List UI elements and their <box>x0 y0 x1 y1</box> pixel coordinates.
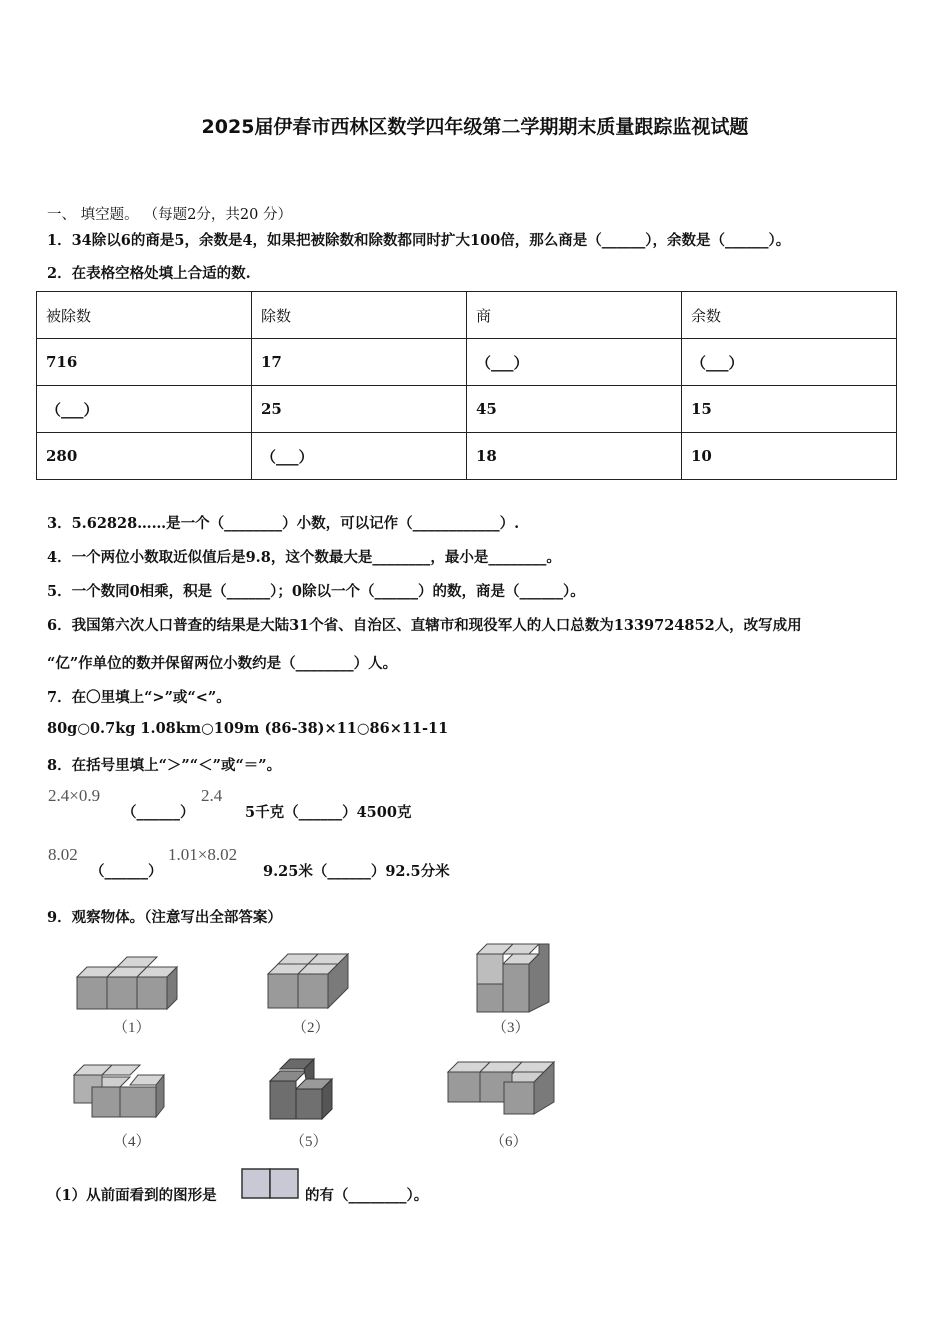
table-cell: 45 <box>467 386 682 433</box>
table-cell: 18 <box>467 433 682 480</box>
table-cell: 10 <box>682 433 897 480</box>
section-note: （每题2分，共20 分） <box>143 207 292 223</box>
figure-caption-2: （2） <box>292 1020 330 1036</box>
table-cell[interactable]: （___） <box>252 433 467 480</box>
question-1: 1．34除以6的商是5，余数是4，如果把被除数和除数都同时扩大100倍，那么商是（______），余数是（______）。 <box>47 232 791 249</box>
table-row <box>37 433 897 480</box>
cube-figure-4 <box>70 1063 170 1123</box>
question-9-sub-1-a: （1）从前面看到的图形是 <box>47 1187 217 1204</box>
table-cell[interactable]: （___） <box>37 386 252 433</box>
question-4: 4．一个两位小数取近似值后是9.8，这个数最大是________，最小是________。 <box>47 549 561 566</box>
question-9: 9．观察物体。（注意写出全部答案） <box>47 909 282 926</box>
table-cell: 17 <box>252 339 467 386</box>
question-3: 3．5.62828……是一个（________）小数，可以记作（____________）. <box>47 515 520 532</box>
table-cell: 25 <box>252 386 467 433</box>
division-table <box>36 291 897 480</box>
table-cell: 716 <box>37 339 252 386</box>
q8-compare-1: 5千克（______）4500克 <box>245 804 412 821</box>
q8-expr-2a: 8.02 <box>48 845 78 864</box>
figure-caption-6: （6） <box>490 1134 528 1150</box>
table-cell: 280 <box>37 433 252 480</box>
cube-figure-3 <box>473 940 558 1015</box>
q8-expr-1a: 2.4×0.9 <box>48 786 101 805</box>
q8-expr-2b: 1.01×8.02 <box>168 845 238 864</box>
question-7-items: 80g○0.7kg 1.08km○109m (86-38)×11○86×11-11 <box>47 720 449 737</box>
figure-caption-1: （1） <box>113 1020 151 1036</box>
question-5: 5．一个数同0相乘，积是（______）；0除以一个（______）的数，商是（______）。 <box>47 583 585 600</box>
table-cell[interactable]: （___） <box>682 339 897 386</box>
table-header-cell: 商 <box>467 292 682 339</box>
q8-expr-1b: 2.4 <box>201 786 223 805</box>
cube-figure-6 <box>446 1058 568 1120</box>
section-label: 一、 填空题。 <box>47 207 139 223</box>
figure-caption-4: （4） <box>113 1134 151 1150</box>
question-2: 2．在表格空格处填上合适的数. <box>47 265 251 282</box>
q8-compare-2: 9.25米（______）92.5分米 <box>263 863 450 880</box>
table-row <box>37 386 897 433</box>
front-view-icon <box>241 1168 301 1200</box>
question-7: 7．在〇里填上“>”或“<”。 <box>47 689 231 706</box>
section-heading <box>47 203 292 224</box>
table-row <box>37 339 897 386</box>
q8-blank-2[interactable]: （______） <box>90 863 163 880</box>
figure-caption-5: （5） <box>290 1134 328 1150</box>
table-header-cell: 余数 <box>682 292 897 339</box>
cube-figure-5 <box>266 1055 346 1123</box>
cube-figure-2 <box>266 952 361 1017</box>
table-cell: 15 <box>682 386 897 433</box>
figure-caption-3: （3） <box>492 1020 530 1036</box>
table-header-cell: 除数 <box>252 292 467 339</box>
question-6-line-1: 6．我国第六次人口普查的结果是大陆31个省、自治区、直辖市和现役军人的人口总数为1339724852人，改写成用 <box>47 617 802 634</box>
table-header-cell: 被除数 <box>37 292 252 339</box>
page-title: 2025届伊春市西林区数学四年级第二学期期末质量跟踪监视试题 <box>201 116 749 138</box>
question-9-sub-1-b: 的有（________）。 <box>305 1187 429 1204</box>
table-cell[interactable]: （___） <box>467 339 682 386</box>
table-header-row <box>37 292 897 339</box>
cube-figure-1 <box>75 955 185 1015</box>
question-6-line-2: “亿”作单位的数并保留两位小数约是（________）人。 <box>47 655 398 672</box>
question-8: 8．在括号里填上“＞”“＜”或“＝”。 <box>47 757 282 774</box>
q8-blank-1[interactable]: （______） <box>122 804 195 821</box>
